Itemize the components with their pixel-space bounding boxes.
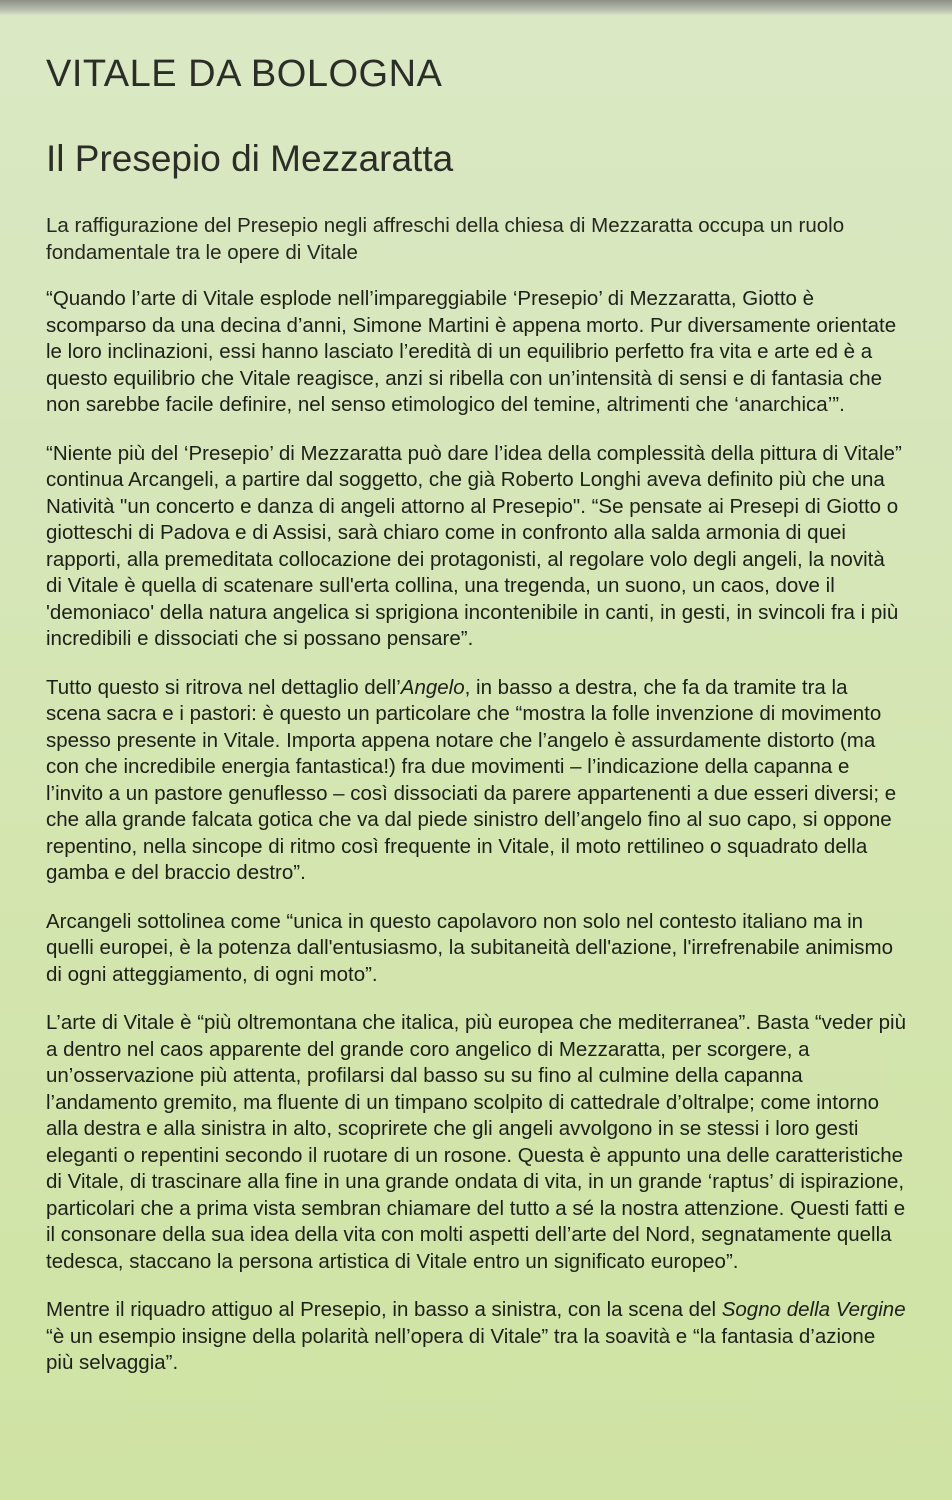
paragraph-3 (46, 675, 906, 887)
frame-top-edge (0, 0, 952, 16)
sogno-della-vergine-italic: Sogno della Vergine (721, 1298, 906, 1321)
paragraph-2: “Niente più del ‘Presepio’ di Mezzaratta può dare l’idea della complessità della pittura di Vitale” continua Arcangeli, a partire dal soggetto, che già Roberto Longhi aveva definito più che una Natività "un concerto e danza di angeli attorno al Presepio". “Se pensate ai Presepi di Giotto o giotteschi di Padova e di Assisi, sarà chiaro come in confronto alla salda armonia di quei rapporti, alla premeditata collocazione dei protagonisti, al regolare volo degli angeli, la novità di Vitale è quella di scatenare sull'erta collina, una tregenda, un suono, un caos, dove il 'demoniaco' della natura angelica si sprigiona incontenibile in canti, in gesti, in svincoli fra i più incredibili e dissociati che si possano pensare”. (46, 441, 902, 650)
info-panel (46, 50, 906, 1377)
artwork-title: Il Presepio di Mezzaratta (46, 138, 454, 179)
angelo-italic: Angelo (400, 675, 465, 699)
paragraph-4: Arcangeli sottolinea come “unica in questo capolavoro non solo nel contesto italiano ma in quelli europei, è la potenza dall'entusiasmo, la subitaneità dell'azione, l'irrefrenabile animismo di ogni atteggiamento, di ogni moto”. (46, 909, 894, 986)
paragraph-3-start: Tutto questo si ritrova nel dettaglio dell’ (46, 675, 401, 699)
paragraph-3-end: , in basso a destra, che fa da tramite tra la scena sacra e i pastori: è questo un particolare che “mostra la folle invenzione di movimento spesso presente in Vitale. Importa appena notare che l’angelo è assurdamente distorto (ma con che incredibile energia fantastica!) fra due movimenti – l’indicazione della capanna e l’invito a un pastore genuflesso – così dissociati da parere appartenenti a due esseri diversi; e che alla grande falcata gotica che va dal piede sinistro dell’angelo fino al suo capo, si oppone repentino, nella sincope di ritmo così frequente in Vitale, il moto rettilineo o squadrato della gamba e del braccio destro”. (46, 675, 897, 884)
paragraph-6 (46, 1297, 906, 1377)
paragraph-6-start: Mentre il riquadro attiguo al Presepio, in basso a sinistra, con la scena del (46, 1298, 722, 1321)
paragraph-1: “Quando l’arte di Vitale esplode nell’impareggiabile ‘Presepio’ di Mezzaratta, Giotto è scomparso da una decina d’anni, Simone Martini è appena morto. Pur diversamente orientate le loro inclinazioni, essi hanno lasciato l’eredità di un equilibrio perfetto fra vita e arte ed è a questo equilibrio che Vitale reagisce, anzi si ribella con un’intensità di sensi e di fantasia che non sarebbe facile definire, nel senso etimologico del temine, altrimenti che ‘anarchica’”. (46, 287, 897, 416)
paragraph-6-end: “è un esempio insigne della polarità nell’opera di Vitale” tra la soavità e “la fantasia d’azione più selvaggia”. (46, 1324, 876, 1374)
intro-text: La raffigurazione del Presepio negli affreschi della chiesa di Mezzaratta occupa un ruolo fondamentale tra le opere di Vitale (46, 214, 845, 264)
paragraph-5: L’arte di Vitale è “più oltremontana che italica, più europea che mediterranea”. Basta “veder più a dentro nel caos apparente del grande coro angelico di Mezzaratta, per scorgere, a un’osservazione più attenta, profilarsi dal basso su su fino al culmine della capanna l’andamento gremito, ma fluente di un timpano scolpito di cattedrale d’oltralpe; come intorno alla destra e alla sinistra in alto, scoprirete che gli angeli avvolgono in se stessi i loro gesti eleganti o repentini secondo il ruotare di un rosone. Questa è appunto una delle caratteristiche di Vitale, di trascinare alla fine in una grande ondata di vita, in un grande ‘raptus’ di ispirazione, particolari che a prima vista sembran chiamare del tutto a sé la nostra attenzione. Questi fatti e il consonare della sua idea della vita con molti aspetti dell’arte del Nord, segnatamente quella tedesca, staccano la persona artistica di Vitale entro un significato europeo”. (46, 1011, 906, 1273)
artist-heading: VITALE DA BOLOGNA (46, 53, 443, 95)
